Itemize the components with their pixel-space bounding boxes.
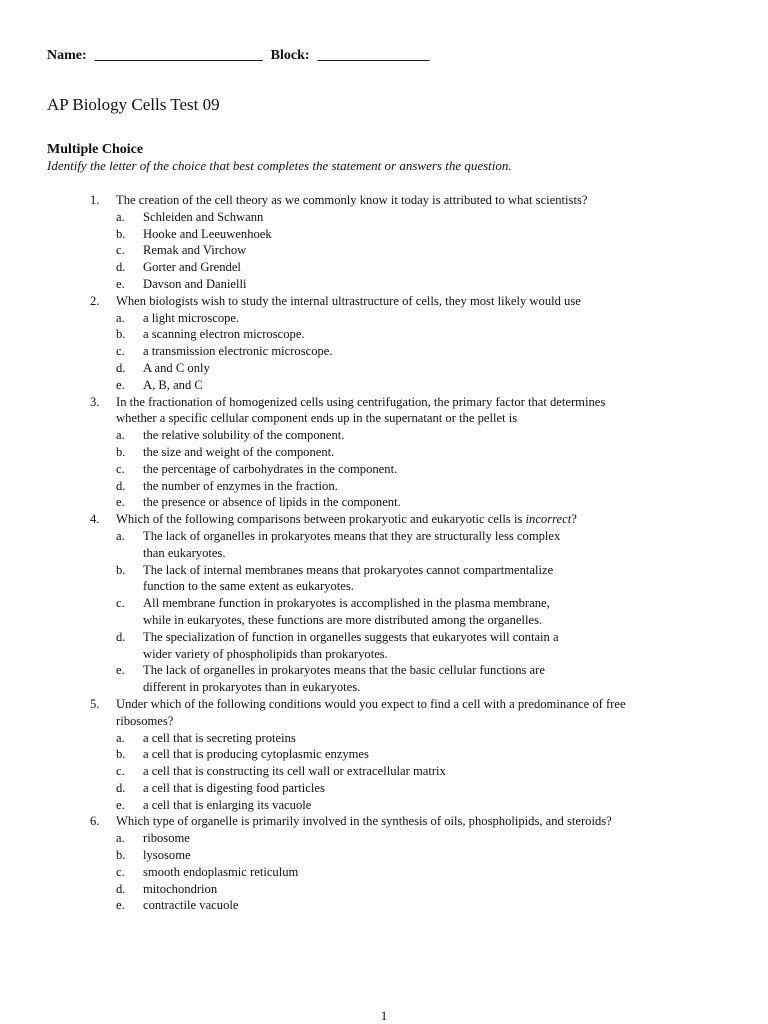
choice-d bbox=[116, 478, 730, 495]
choice-text: the number of enzymes in the fraction. bbox=[143, 478, 338, 493]
question-text-line: Under which of the following conditions would you expect to find a cell with a predominance of free bbox=[116, 696, 626, 711]
choice-b bbox=[116, 226, 730, 243]
choice-text-line: The lack of internal membranes means that prokaryotes cannot compartmentalize bbox=[143, 562, 554, 577]
choice-text: Gorter and Grendel bbox=[143, 260, 241, 275]
choice-text: smooth endoplasmic reticulum bbox=[143, 864, 299, 879]
question-number: 5. bbox=[90, 696, 100, 711]
choice-letter: a. bbox=[116, 209, 125, 224]
choice-letter: b. bbox=[116, 848, 126, 863]
question-text bbox=[116, 696, 730, 730]
choice-list bbox=[116, 209, 730, 293]
choice-text: the size and weight of the component. bbox=[143, 444, 335, 459]
choice-a bbox=[116, 209, 730, 226]
block-label: Block: bbox=[270, 48, 310, 63]
choice-letter: d. bbox=[116, 360, 126, 375]
question-5 bbox=[90, 696, 730, 814]
choice-a bbox=[116, 730, 730, 747]
choice-letter: c. bbox=[116, 764, 125, 779]
question-2 bbox=[90, 293, 730, 394]
name-label: Name: bbox=[47, 48, 87, 63]
choice-letter: b. bbox=[116, 226, 126, 241]
question-text-part: ? bbox=[571, 512, 577, 527]
choice-text: Remak and Virchow bbox=[143, 243, 247, 258]
choice-text: lysosome bbox=[143, 848, 191, 863]
choice-text-line: The specialization of function in organelles suggests that eukaryotes will contain a bbox=[143, 629, 559, 644]
choice-list bbox=[116, 310, 730, 394]
choice-c bbox=[116, 242, 730, 259]
choice-text: A and C only bbox=[143, 360, 210, 375]
choice-e bbox=[116, 797, 730, 814]
question-text bbox=[116, 394, 730, 428]
choice-letter: d. bbox=[116, 629, 126, 644]
choice-list bbox=[116, 830, 730, 914]
choice-a bbox=[116, 310, 730, 327]
choice-letter: d. bbox=[116, 478, 126, 493]
question-text: Which type of organelle is primarily involved in the synthesis of oils, phospholipids, and steroids? bbox=[116, 814, 612, 829]
choice-d bbox=[116, 629, 730, 663]
question-text bbox=[116, 511, 730, 528]
section-heading: Multiple Choice bbox=[47, 142, 144, 157]
choice-text-line: The lack of organelles in prokaryotes means that the basic cellular functions are bbox=[143, 663, 545, 678]
choice-a bbox=[116, 528, 730, 562]
section-instructions: Identify the letter of the choice that best completes the statement or answers the question. bbox=[47, 158, 512, 173]
choice-letter: d. bbox=[116, 881, 126, 896]
question-number: 3. bbox=[90, 394, 100, 409]
choice-letter: d. bbox=[116, 780, 126, 795]
choice-letter: a. bbox=[116, 831, 125, 846]
choice-text-line: than eukaryotes. bbox=[143, 545, 226, 560]
choice-text: the relative solubility of the component. bbox=[143, 428, 345, 443]
question-text: When biologists wish to study the internal ultrastructure of cells, they most likely would use bbox=[116, 293, 581, 308]
question-text-line: whether a specific cellular component ends up in the supernatant or the pellet is bbox=[116, 411, 518, 426]
choice-letter: e. bbox=[116, 663, 125, 678]
choice-letter: c. bbox=[116, 344, 125, 359]
choice-text: a light microscope. bbox=[143, 310, 240, 325]
choice-letter: b. bbox=[116, 327, 126, 342]
choice-text bbox=[143, 528, 730, 562]
question-number: 1. bbox=[90, 193, 100, 207]
choice-b bbox=[116, 444, 730, 461]
choice-letter: b. bbox=[116, 444, 126, 459]
question-4 bbox=[90, 511, 730, 696]
choice-a bbox=[116, 427, 730, 444]
choice-letter: e. bbox=[116, 495, 125, 510]
choice-text-line: The lack of organelles in prokaryotes means that they are structurally less complex bbox=[143, 528, 561, 543]
choice-list bbox=[116, 528, 730, 696]
page-title: AP Biology Cells Test 09 bbox=[47, 95, 220, 114]
choice-letter: e. bbox=[116, 797, 125, 812]
choice-text: a cell that is secreting proteins bbox=[143, 730, 296, 745]
question-text-line: ribosomes? bbox=[116, 713, 174, 728]
choice-letter: c. bbox=[116, 596, 125, 611]
choice-text: a cell that is producing cytoplasmic enzymes bbox=[143, 747, 369, 762]
choice-text bbox=[143, 595, 730, 629]
choice-text-line: function to the same extent as eukaryotes. bbox=[143, 579, 354, 594]
choice-letter: a. bbox=[116, 730, 125, 745]
choice-text: Davson and Danielli bbox=[143, 276, 247, 291]
name-block-line bbox=[47, 48, 430, 64]
question-number: 2. bbox=[90, 293, 100, 308]
choice-text-line: All membrane function in prokaryotes is accomplished in the plasma membrane, bbox=[143, 596, 550, 611]
question-number: 6. bbox=[90, 814, 100, 829]
choice-text: Schleiden and Schwann bbox=[143, 209, 264, 224]
choice-text: a cell that is constructing its cell wall or extracellular matrix bbox=[143, 764, 446, 779]
choice-letter: a. bbox=[116, 528, 125, 543]
page-number: 1 bbox=[380, 1008, 388, 1023]
choice-list bbox=[116, 427, 730, 511]
choice-text: a cell that is enlarging its vacuole bbox=[143, 797, 312, 812]
choice-c bbox=[116, 864, 730, 881]
choice-b bbox=[116, 562, 730, 596]
choice-text: the presence or absence of lipids in the component. bbox=[143, 495, 401, 510]
block-blank: ________________ bbox=[317, 48, 430, 63]
question-text: The creation of the cell theory as we commonly know it today is attributed to what scientists? bbox=[116, 193, 588, 207]
choice-text: a cell that is digesting food particles bbox=[143, 780, 325, 795]
choice-letter: b. bbox=[116, 747, 126, 762]
choice-text: the percentage of carbohydrates in the component. bbox=[143, 461, 398, 476]
choice-letter: a. bbox=[116, 428, 125, 443]
question-6 bbox=[90, 813, 730, 914]
choice-e bbox=[116, 377, 730, 394]
question-number: 4. bbox=[90, 512, 100, 527]
choice-b bbox=[116, 326, 730, 343]
choice-text bbox=[143, 662, 730, 696]
choice-d bbox=[116, 259, 730, 276]
choice-d bbox=[116, 780, 730, 797]
choice-text: ribosome bbox=[143, 831, 190, 846]
choice-letter: d. bbox=[116, 260, 126, 275]
choice-letter: e. bbox=[116, 377, 125, 392]
choice-letter: a. bbox=[116, 310, 125, 325]
choice-d bbox=[116, 881, 730, 898]
choice-c bbox=[116, 461, 730, 478]
choice-letter: c. bbox=[116, 461, 125, 476]
choice-e bbox=[116, 276, 730, 293]
choice-letter: e. bbox=[116, 276, 125, 291]
choice-e bbox=[116, 897, 730, 914]
choice-b bbox=[116, 746, 730, 763]
choice-text: mitochondrion bbox=[143, 881, 218, 896]
choice-text: a scanning electron microscope. bbox=[143, 327, 305, 342]
choice-text-line: wider variety of phospholipids than prokaryotes. bbox=[143, 646, 388, 661]
choice-text-line: while in eukaryotes, these functions are more distributed among the organelles. bbox=[143, 612, 543, 627]
choice-a bbox=[116, 830, 730, 847]
choice-letter: c. bbox=[116, 243, 125, 258]
question-list bbox=[90, 192, 730, 914]
choice-d bbox=[116, 360, 730, 377]
choice-text: Hooke and Leeuwenhoek bbox=[143, 226, 272, 241]
choice-letter: b. bbox=[116, 562, 126, 577]
question-emphasis: incorrect bbox=[525, 512, 572, 527]
choice-text bbox=[143, 562, 730, 596]
name-blank: ________________________ bbox=[94, 48, 263, 63]
choice-c bbox=[116, 763, 730, 780]
choice-letter: c. bbox=[116, 864, 125, 879]
choice-text: a transmission electronic microscope. bbox=[143, 344, 333, 359]
choice-text: A, B, and C bbox=[143, 377, 203, 392]
choice-c bbox=[116, 343, 730, 360]
choice-letter: e. bbox=[116, 898, 125, 913]
choice-text: contractile vacuole bbox=[143, 898, 239, 913]
choice-list bbox=[116, 730, 730, 814]
choice-text bbox=[143, 629, 730, 663]
choice-c bbox=[116, 595, 730, 629]
choice-e bbox=[116, 494, 730, 511]
choice-text-line: different in prokaryotes than in eukaryotes. bbox=[143, 680, 361, 695]
question-1 bbox=[90, 192, 730, 293]
choice-b bbox=[116, 847, 730, 864]
choice-e bbox=[116, 662, 730, 696]
question-3 bbox=[90, 394, 730, 512]
question-text-part: Which of the following comparisons between prokaryotic and eukaryotic cells is bbox=[116, 512, 526, 527]
question-text-line: In the fractionation of homogenized cells using centrifugation, the primary factor that determines bbox=[116, 394, 606, 409]
